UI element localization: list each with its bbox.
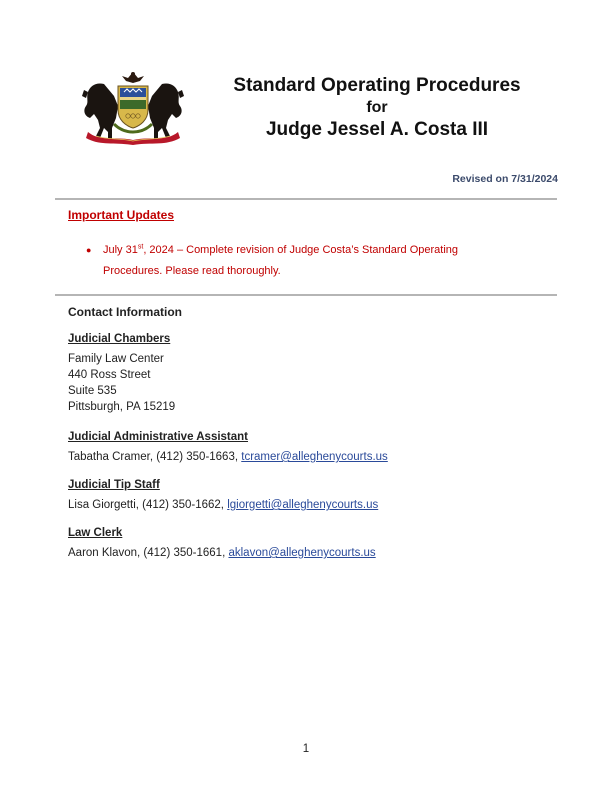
assistant-name-phone: Tabatha Cramer, (412) 350-1663, [68,451,242,463]
list-item [86,240,526,282]
administrative-assistant-section [68,431,388,465]
tipstaff-email-link[interactable]: lgiorgetti@alleghenycourts.us [227,499,379,511]
title-line-1: Standard Operating Procedures [233,75,521,96]
administrative-assistant-heading: Judicial Administrative Assistant [68,431,249,443]
judicial-chambers-heading: Judicial Chambers [68,333,171,345]
update-date-suffix: st [137,243,144,251]
law-clerk-heading: Law Clerk [68,527,123,539]
update-text: , 2024 – Complete revision of Judge Costa’s Standard Operating [143,244,459,256]
judicial-chambers-section [68,333,175,415]
law-clerk-section [68,527,376,561]
updates-list [86,240,526,282]
address-line-1: Family Law Center [68,353,164,365]
clerk-email-link[interactable]: aklavon@alleghenycourts.us [228,547,376,559]
update-date: July 31 [103,244,138,256]
clerk-name-phone: Aaron Klavon, (412) 350-1661, [68,547,229,559]
address-line-2: 440 Ross Street [68,369,151,381]
assistant-contact [68,449,388,465]
tip-staff-heading: Judicial Tip Staff [68,479,160,491]
title-line-2: for [366,99,388,116]
tip-staff-section [68,479,378,513]
address-line-4: Pittsburgh, PA 15219 [68,401,176,413]
address-line-3: Suite 535 [68,385,117,397]
update-text-line2: Procedures. Please read thoroughly. [103,265,281,277]
divider-middle [55,294,557,296]
document-title-block [200,74,554,142]
assistant-email-link[interactable]: tcramer@alleghenycourts.us [241,451,388,463]
title-line-3: Judge Jessel A. Costa III [265,119,489,140]
contact-information-heading: Contact Information [68,305,182,319]
tipstaff-name-phone: Lisa Giorgetti, (412) 350-1662, [68,499,228,511]
tipstaff-contact [68,497,378,513]
important-updates-heading: Important Updates [68,208,175,222]
pennsylvania-seal-logo [74,70,192,146]
divider-top [55,198,557,200]
revised-date: Revised on 7/31/2024 [452,173,558,185]
clerk-contact [68,545,376,561]
bullet-icon: ● [86,245,92,255]
page-number: 1 [302,743,310,755]
